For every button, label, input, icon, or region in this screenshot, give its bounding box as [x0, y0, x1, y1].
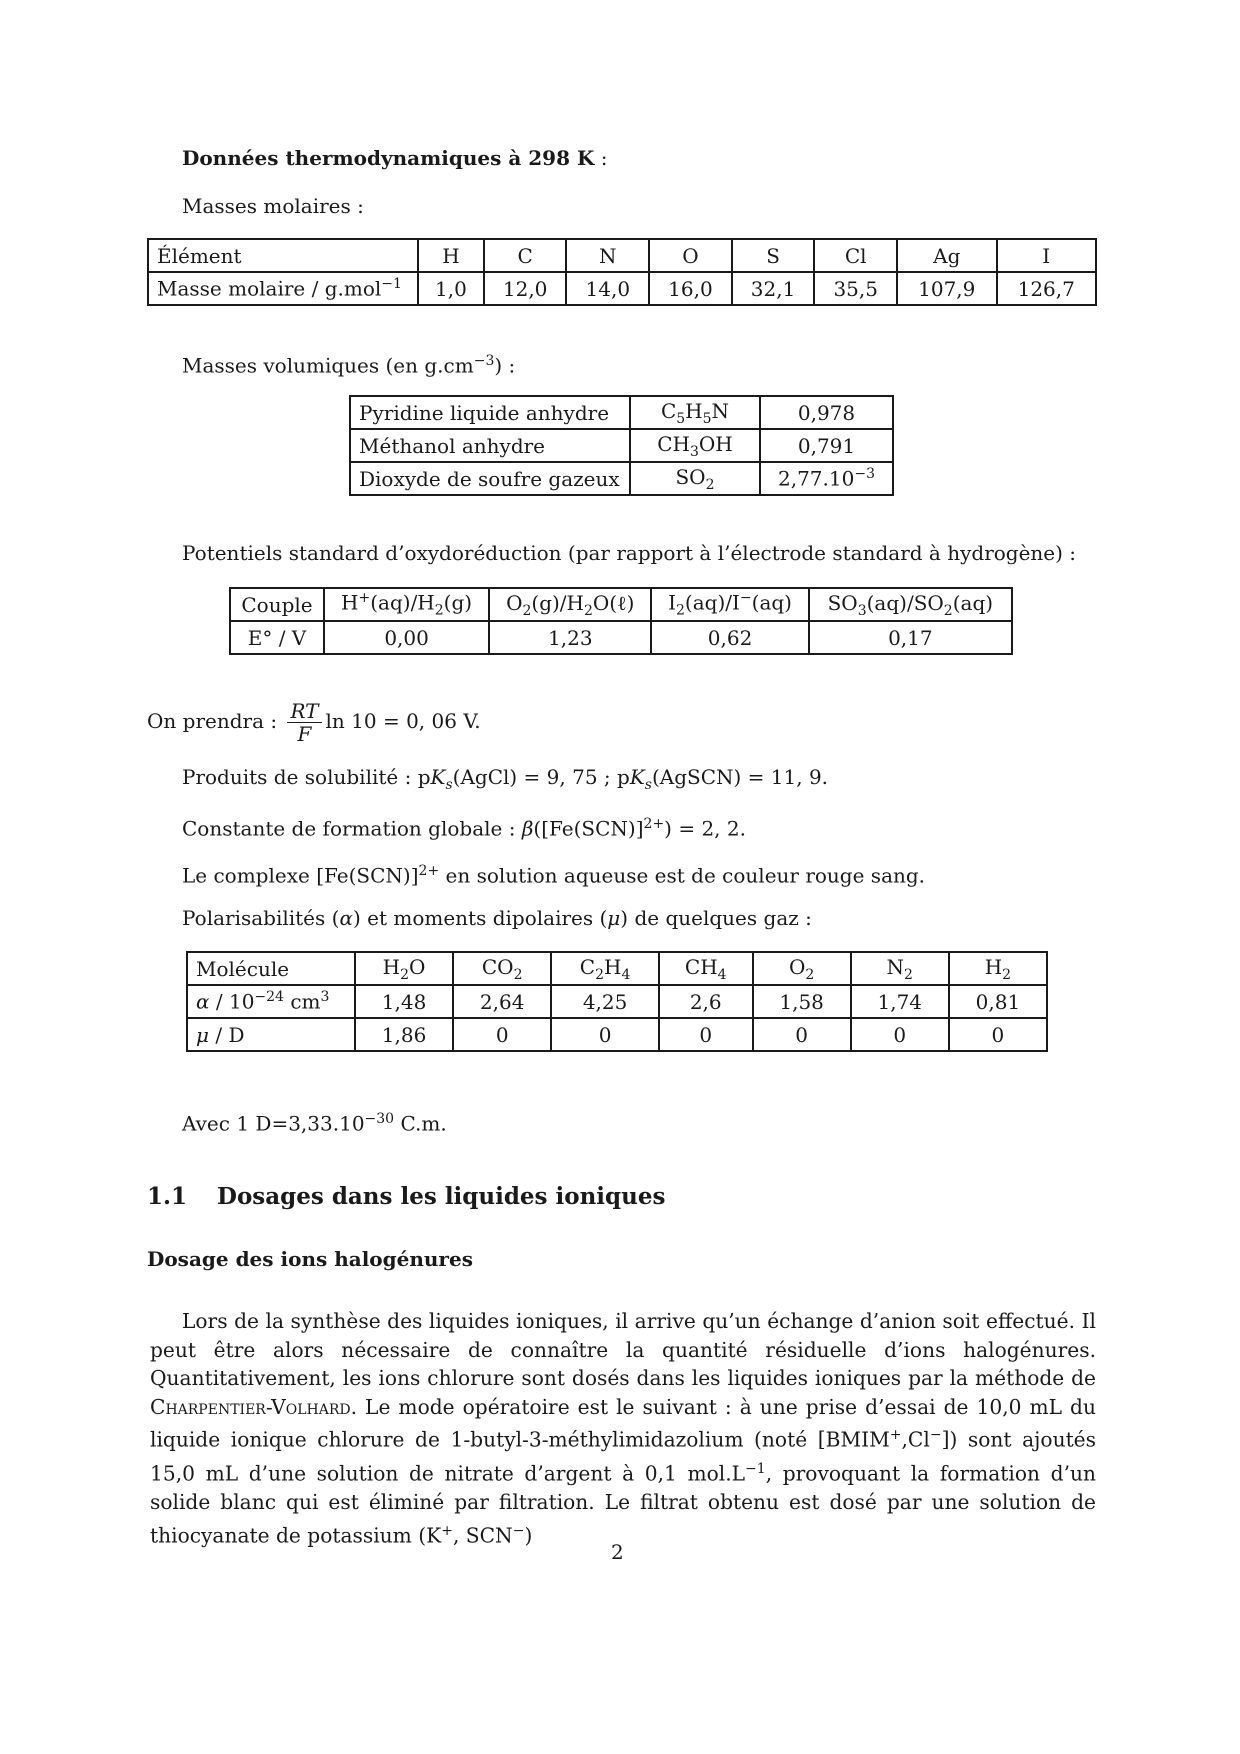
polar-label: Polarisabilités (α) et moments dipolaires (μ) de quelques gaz :: [182, 906, 812, 930]
page-number: 2: [611, 1540, 624, 1564]
potentials-label: Potentiels standard d’oxydoréduction (par rapport à l’électrode standard à hydrogène) :: [182, 541, 1077, 565]
molecule-cell: $O_2$: [753, 952, 851, 985]
element-header: Élément: [148, 239, 418, 272]
density-value-exp: −3: [854, 466, 875, 483]
table-row: [187, 1018, 1047, 1051]
element-cell: Ag: [897, 239, 996, 272]
couple-cell: $O_2(g)/H_2O(\ell)$: [489, 588, 651, 621]
molar-mass-header: [148, 272, 418, 305]
couple-cell: $I_2(aq)/I^-(aq)$: [651, 588, 808, 621]
molecule-cell: $H_2O$: [355, 952, 453, 985]
density-name: Pyridine liquide anhydre: [350, 396, 630, 429]
density-value: 0,978: [760, 396, 893, 429]
thermo-title-suffix: :: [594, 146, 608, 170]
element-cell: I: [997, 239, 1097, 272]
density-formula: $SO_2$: [630, 462, 760, 495]
alpha-header: α / $10^{-24}$ $cm^3$: [187, 985, 355, 1018]
densities-label-end: ) :: [494, 353, 516, 378]
complex-line: Le complexe $[Fe(SCN)]^{2+}$ en solution aqueuse est de couleur rouge sang.: [182, 863, 926, 888]
mu-value: 0: [659, 1018, 753, 1051]
density-table: [349, 395, 894, 496]
ln10-text: ln 10 = 0, 06 V.: [325, 709, 481, 733]
alpha-value: 1,58: [753, 985, 851, 1018]
element-cell: N: [566, 239, 649, 272]
element-cell: O: [649, 239, 732, 272]
mu-value: 1,86: [355, 1018, 453, 1051]
molecule-cell: $H_2$: [949, 952, 1047, 985]
molar-mass-cell: 1,0: [418, 272, 484, 305]
densities-label: [182, 349, 515, 378]
alpha-value: 2,64: [453, 985, 551, 1018]
e-header: E° / V: [230, 621, 324, 654]
molar-masses-label: Masses molaires :: [182, 194, 364, 218]
couple-cell: $H^+(aq)/H_2(g)$: [324, 588, 489, 621]
mu-value: 0: [753, 1018, 851, 1051]
method-name: Charpentier-Volhard: [150, 1394, 351, 1419]
section-number: 1.1: [147, 1183, 188, 1210]
potential-value: 0,00: [324, 621, 489, 654]
section-heading: [147, 1185, 665, 1209]
mu-value: 0: [949, 1018, 1047, 1051]
mu-value: 0: [453, 1018, 551, 1051]
densities-label-exp: −3: [473, 353, 495, 369]
molecule-cell: $N_2$: [851, 952, 949, 985]
mu-header: μ / D: [187, 1018, 355, 1051]
density-value-text: 2,77.10: [778, 466, 855, 491]
solubility-line: Produits de solubilité : $pK_s(AgCl) = 9$, 75 ; $pK_s(AgSCN) = 11$, 9.: [182, 765, 829, 793]
body-paragraph: Lors de la synthèse des liquides ioniques, il arrive qu’un échange d’anion soit effectué. Il peut être alors nécessaire de connaître la quantité résiduelle d’ions halogénures. Quantitativement, les ions chlorure sont dosés dans les liquides ioniques par la méthode de Charpentier-Volhard. Le mode opératoire est le suivant : à une prise d’essai de 10,0 mL du liquide ionique chlorure de 1-butyl-3-méthylimidazolium (noté [BMIM+,Cl−]) sont ajoutés 15,0 mL d’une solution de nitrate d’argent à 0,1 $mol.L^{-1}$, provoquant la formation d’un solide blanc qui est éliminé par filtration. Le filtrat obtenu est dosé par une solution de thiocyanate de potassium (K+, SCN−): [150, 1309, 1096, 1548]
density-value: [760, 462, 893, 495]
density-name: Méthanol anhydre: [350, 429, 630, 462]
table-row: [350, 429, 893, 462]
mu-value: 0: [851, 1018, 949, 1051]
molar-mass-table: [147, 238, 1097, 306]
element-cell: H: [418, 239, 484, 272]
frac-denominator: F: [297, 722, 312, 746]
molar-mass-cell: 14,0: [566, 272, 649, 305]
table-row: [187, 985, 1047, 1018]
alpha-value: 1,74: [851, 985, 949, 1018]
table-row: [148, 272, 1096, 305]
table-row: [350, 396, 893, 429]
potential-table: [229, 587, 1013, 655]
alpha-value: 1,48: [355, 985, 453, 1018]
table-row: [350, 462, 893, 495]
thermo-header: [182, 146, 607, 170]
molar-mass-cell: 16,0: [649, 272, 732, 305]
density-formula: $C_5H_5N$: [630, 396, 760, 429]
section-title: Dosages dans les liquides ioniques: [217, 1183, 666, 1210]
debye-note: Avec 1 $D=3,33.10^{-30}$ C.m.: [182, 1111, 447, 1136]
table-row: [230, 588, 1012, 621]
rt-fraction: [287, 700, 321, 745]
couple-header: Couple: [230, 588, 324, 621]
element-cell: S: [732, 239, 815, 272]
frac-numerator: RT: [287, 700, 321, 723]
alpha-value: 4,25: [551, 985, 659, 1018]
thermo-title: Données thermodynamiques à 298 K: [182, 146, 595, 170]
molecule-cell: $C_2H_4$: [551, 952, 659, 985]
molar-mass-cell: 32,1: [732, 272, 815, 305]
molar-mass-cell: 126,7: [997, 272, 1097, 305]
potential-value: 0,17: [809, 621, 1012, 654]
alpha-value: 2,6: [659, 985, 753, 1018]
rt-formula: [147, 697, 481, 745]
table-row: [148, 239, 1096, 272]
on-prendra-text: On prendra :: [147, 709, 278, 733]
potential-value: 1,23: [489, 621, 651, 654]
element-cell: Cl: [814, 239, 897, 272]
subsection-heading: Dosage des ions halogénures: [147, 1247, 473, 1271]
potential-value: 0,62: [651, 621, 808, 654]
mu-value: 0: [551, 1018, 659, 1051]
molar-mass-header-text: Masse molaire / g.mol: [157, 276, 382, 301]
density-name: Dioxyde de soufre gazeux: [350, 462, 630, 495]
molar-mass-header-exp: −1: [381, 276, 402, 293]
couple-cell: $SO_3(aq)/SO_2(aq)$: [809, 588, 1012, 621]
molar-mass-cell: 107,9: [897, 272, 996, 305]
molar-mass-cell: 35,5: [814, 272, 897, 305]
alpha-value: 0,81: [949, 985, 1047, 1018]
table-row: [230, 621, 1012, 654]
density-value: 0,791: [760, 429, 893, 462]
molecule-cell: $CO_2$: [453, 952, 551, 985]
element-cell: C: [484, 239, 567, 272]
molecule-header: Molécule: [187, 952, 355, 985]
polar-table: [186, 951, 1048, 1052]
density-formula: $CH_3OH$: [630, 429, 760, 462]
table-row: [187, 952, 1047, 985]
molecule-cell: $CH_4$: [659, 952, 753, 985]
formation-line: Constante de formation globale : $\beta([Fe(SCN)]^{2+}) = 2$, 2.: [182, 816, 746, 841]
densities-label-text: Masses volumiques (en g.cm: [182, 353, 474, 378]
molar-mass-cell: 12,0: [484, 272, 567, 305]
